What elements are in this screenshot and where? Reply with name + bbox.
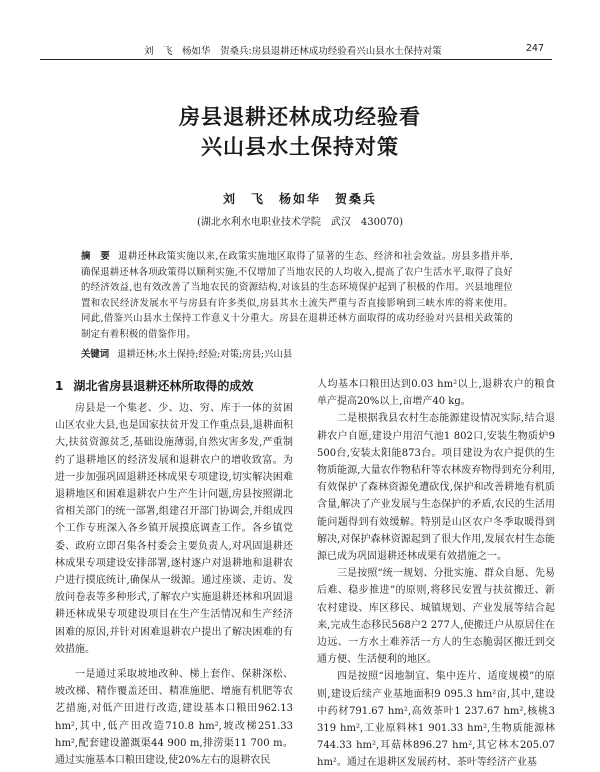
left-column — [55, 376, 293, 769]
right-column — [317, 376, 555, 772]
body-paragraph: 一是通过采取坡地改种、梯上套作、保耕深松、坡改梯、精作覆盖还田、精准施肥、增施有机肥等农艺措施,对低产田进行改造,建设基本口粮田962.13 hm²,其中,低产田改造710.8 hm²,坡改梯251.33 hm²,配套建设灌溉渠44 900 m,排涝渠11 700 m。通过实施基本口粮田建设,使20%左右的退耕农民 — [55, 669, 293, 767]
body-paragraph: 房县是一个集老、少、边、穷、库于一体的贫困山区农业大县,也是国家扶贫开发工作重点县,退耕面积大,扶贫资源贫乏,基础设施薄弱,自然灾害多发,严重制约了退耕地区的经济发展和退耕农户的增收致富。为进一步加强巩固退耕还林成果专项建设,切实解决困难退耕地区和困难退耕农户生产生计问题,房县按照湖北省相关部门的统一部署,组建召开部门协调会,并组成四个工作专班深入各乡镇开展摸底调查工作。各乡镇党委、政府立即召集各村委会主要负责人,对巩固退耕还林成果专项建设安排部署,逐村逐户对退耕地和退耕农户进行摸底统计,确保从一级源。通过座谈、走访、发放问卷表等多种形式,了解农户实施退耕还林和巩固退耕还林成果专项建设项目在生产生活情况和生产经济困难的原因,并针对困难退耕农户提出了解决困难的有效措施。 — [55, 403, 293, 655]
section-number: 1 — [55, 379, 64, 393]
author-affiliation: (湖北水利水电职业技术学院 武汉 430070) — [197, 217, 403, 228]
section-title: 湖北省房县退耕还林所取得的成效 — [73, 379, 254, 393]
section-heading — [55, 376, 293, 396]
keywords — [81, 346, 513, 360]
article-title-line-2: 兴山县水土保持对策 — [201, 135, 399, 159]
running-header-text: 刘 飞 杨如华 贺桑兵:房县退耕还林成功经验看兴山县水土保持对策 — [144, 46, 442, 57]
abstract-label: 摘 要 — [81, 251, 111, 262]
body-paragraph: 四是按照“因地制宜、集中连片、适度规模”的原则,建设后续产业基地面积9 095.3 hm²亩,其中,建设中药材791.67 hm²,高效茶叶1 237.67 hm²,核桃3 319 hm²,工业原料林1 901.33 hm²,生物质能源林744.33 hm²,耳菇林896.27 hm²,其它林木205.07 hm²。通过在退耕区发展药材、茶叶等经济产业基 — [317, 671, 555, 769]
body-paragraph: 人均基本口粮田达到0.03 hm²以上,退耕农户的粮食单产提高20%以上,亩增产40 kg。 — [317, 379, 555, 408]
author-list: 刘 飞 杨如华 贺桑兵 — [222, 192, 377, 206]
article-title-line-1: 房县退耕还林成功经验看 — [179, 105, 421, 129]
abstract — [81, 249, 513, 343]
body-paragraph: 二是根据我县农村生态能源建设情况实际,结合退耕农户自愿,建设户用沼气池1 802口,安装生物质炉9 500台,安装太阳能873台。项目建设为农户提供的生物质能源,大量农作物秸秆等农林废弃物得到充分利用,有效保护了森林资源免遭砍伐,保护和改善耕地有机质含量,解决了产业发展与生态保护的矛盾,农民的生活用能问题得到有效缓解。特别是山区农户冬季取暖得到解决,对保护森林资源起到了很大作用,发展农村生态能源已成为巩固退耕还林成果有效措施之一。 — [317, 413, 555, 563]
keywords-text: 退耕还林;水土保持;经验;对策;房县;兴山县 — [117, 349, 293, 360]
body-paragraph: 三是按照“统一规划、分批实施、群众自愿、先易后难、稳步推进”的原则,将移民安置与扶贫搬迁、新农村建设、库区移民、城镇规划、产业发展等结合起来,完成生态移民568户2 277人,使搬迁户从原居住在边远、一方水土难养活一方人的生态脆弱区搬迁到交通方便、生活便利的地区。 — [317, 568, 555, 666]
running-header — [40, 41, 552, 60]
abstract-text: 退耕还林政策实施以来,在政策实施地区取得了显著的生态、经济和社会效益。房县多措并举,确保退耕还林各项政策得以顺利实施,不仅增加了当地农民的人均收入,提高了农户生活水平,取得了良好的经济效益,也有效改善了当地农民的资源结构,对该县的生态环境保护起到了积极的作用。兴县地理位置和农民经济发展水平与房县有许多类似,房县其水土流失严重与否直接影响到三峡水库的将来使用。同此,借鉴兴山县水土保持工作意义十分重大。房县在退耕还林方面取得的成功经验对兴县相关政策的制定有着积极的借鉴作用。 — [81, 251, 513, 340]
keywords-label: 关键词 — [81, 349, 110, 360]
page-number: 247 — [525, 43, 544, 54]
